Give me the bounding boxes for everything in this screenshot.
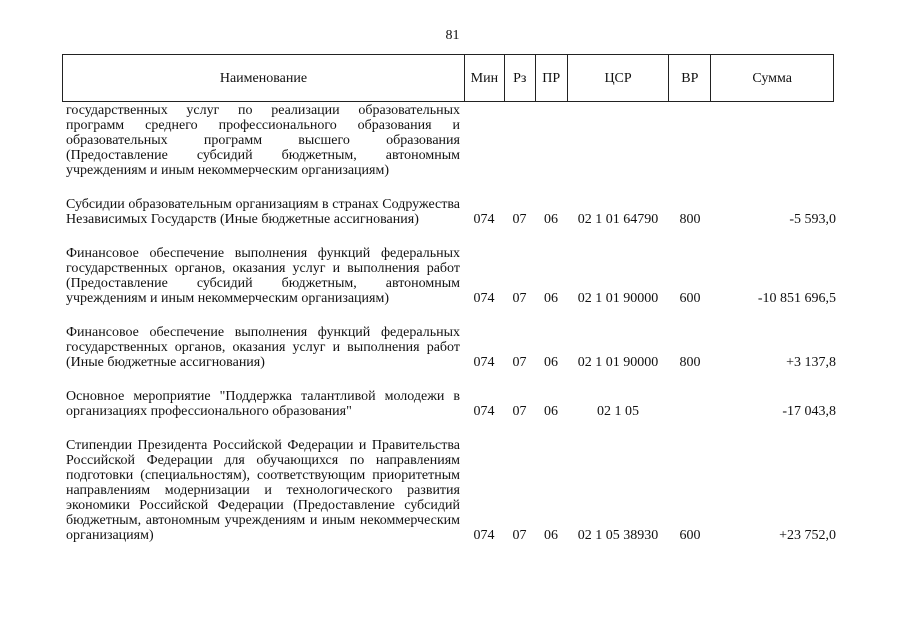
- row-min: 074: [473, 291, 495, 306]
- header-min: Мин: [464, 55, 504, 101]
- row-vr: 600: [679, 528, 701, 543]
- row-pr: 06: [544, 528, 558, 543]
- header-vr: ВР: [668, 55, 710, 101]
- row-name: Субсидии образовательным организациям в странах Содружества Независимых Государств (Иные бюджетные ассигнования): [66, 197, 460, 227]
- row-vr: 600: [679, 291, 701, 306]
- row-vr: 800: [679, 212, 701, 227]
- table-header: [62, 54, 834, 102]
- row-min: 074: [473, 404, 495, 419]
- table-row: [62, 103, 842, 178]
- table-body: [62, 103, 842, 543]
- row-name: Стипендии Президента Российской Федерации и Правительства Российской Федерации для обучающихся по направлениям подготовки (специальностям), соответствующим приоритетным направлениям модернизации и технологического развития экономики Российской Федерации (Предоставление субсидий бюджетным, автономным учреждениям и иным некоммерческим организациям): [66, 438, 460, 543]
- row-min: 074: [473, 212, 495, 227]
- row-min: 074: [473, 528, 495, 543]
- header-csr: ЦСР: [567, 55, 669, 101]
- table-row: [62, 389, 842, 419]
- row-sum: +3 137,8: [786, 355, 836, 370]
- row-pr: 06: [544, 355, 558, 370]
- row-name: государственных услуг по реализации образовательных программ среднего профессионального образования и образовательных программ высшего образования (Предоставление субсидий бюджетным, автономным учреждениям и иным некоммерческим организациям): [66, 103, 460, 178]
- row-pr: 06: [544, 291, 558, 306]
- table-row: [62, 438, 842, 543]
- row-pr: 06: [544, 212, 558, 227]
- page-number: 81: [445, 28, 460, 43]
- row-csr: 02 1 01 90000: [577, 355, 659, 370]
- table-row: [62, 246, 842, 306]
- row-rz: 07: [512, 404, 527, 419]
- row-sum: -5 593,0: [789, 212, 836, 227]
- row-csr: 02 1 05: [597, 404, 639, 419]
- row-name: Финансовое обеспечение выполнения функций федеральных государственных органов, оказания услуг и выполнения работ (Предоставление субсидий бюджетным, автономным учреждениям и иным некоммерческим организациям): [66, 246, 460, 306]
- row-name: Финансовое обеспечение выполнения функций федеральных государственных органов, оказания услуг и выполнения работ (Иные бюджетные ассигнования): [66, 325, 460, 370]
- row-sum: -10 851 696,5: [757, 291, 836, 306]
- table-row: [62, 325, 842, 370]
- header-name: Наименование: [219, 70, 308, 86]
- row-csr: 02 1 01 64790: [577, 212, 659, 227]
- header-pr: ПР: [535, 55, 567, 101]
- row-pr: 06: [544, 404, 558, 419]
- header-rz: Рз: [504, 55, 535, 101]
- row-min: 074: [473, 355, 495, 370]
- row-rz: 07: [512, 355, 527, 370]
- row-sum: +23 752,0: [779, 528, 836, 543]
- header-sum: Сумма: [710, 55, 833, 101]
- row-rz: 07: [512, 212, 527, 227]
- row-csr: 02 1 01 90000: [577, 291, 659, 306]
- row-name: Основное мероприятие "Поддержка талантливой молодежи в организациях профессионального образования": [66, 389, 460, 419]
- row-rz: 07: [512, 291, 527, 306]
- table-row: [62, 197, 842, 227]
- row-csr: 02 1 05 38930: [577, 528, 659, 543]
- row-rz: 07: [512, 528, 527, 543]
- row-vr: 800: [679, 355, 701, 370]
- row-sum: -17 043,8: [782, 404, 836, 419]
